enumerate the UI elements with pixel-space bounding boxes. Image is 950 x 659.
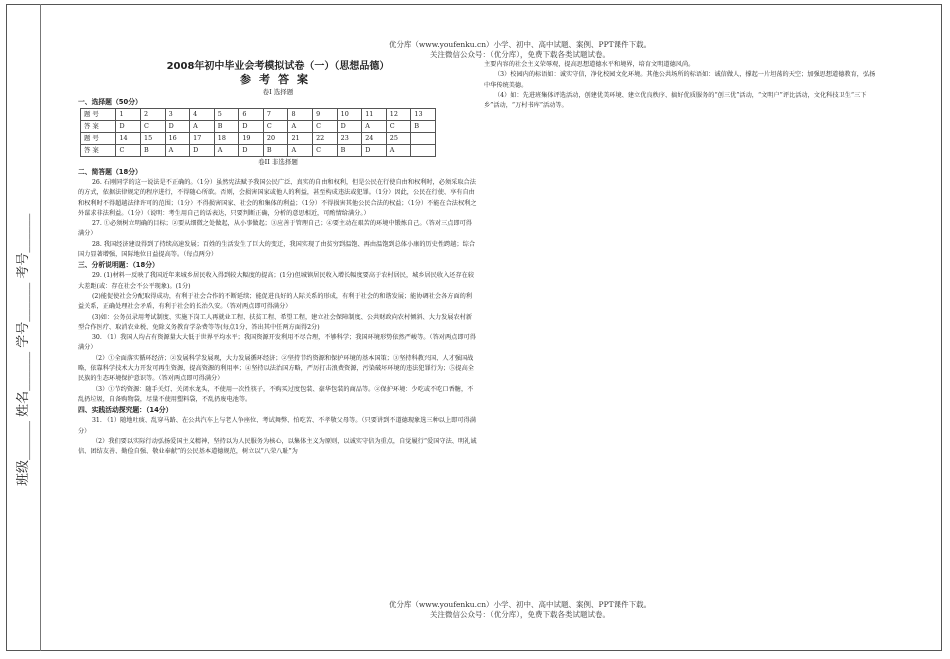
answer-table-cell: A bbox=[288, 145, 313, 157]
answer-30-1: 30. （1）我国人均占有资源量大大低于世界平均水平；我国资源开发利用不尽合理，不够科学；我国环境形势依然严峻等。（答对两点即可得满分） bbox=[78, 334, 476, 352]
answer-30-2: （2）①全面落实循环经济；②发展科学发展观，大力发展循环经济；②坚持节约资源和保护环境的基本国策；③坚持科教兴国、人才强国战略，依靠科学技术大力开发可再生资源，提高资源的利用率；④坚持以法治国方略，严厉打击浪费资源，污染破坏环境的违法犯罪行为；⑤提高全民族的生态环境保护意识等。（答对两点即可得满分） bbox=[78, 354, 474, 383]
document-title: 2008年初中毕业会考模拟试卷（一）（思想品德） bbox=[166, 61, 390, 72]
answer-table bbox=[80, 108, 436, 157]
answer-table-cell: 3 bbox=[165, 109, 190, 121]
answer-table-cell: A bbox=[362, 121, 387, 133]
watermark-bottom bbox=[330, 600, 710, 620]
answer-29-1: 29. (1)材料一反映了我国近年来城乡居民收入得到较大幅度的提高；(1分)但城镇居民收入增长幅度要高于农村居民，城乡居民收入还存在较大差距(或：存在社会不公平现象)。(1分) bbox=[78, 272, 475, 290]
answer-table-cell: 12 bbox=[386, 109, 411, 121]
answer-table-cell: A bbox=[288, 121, 313, 133]
answer-table-cell: D bbox=[116, 121, 141, 133]
answer-table-cell: 20 bbox=[263, 133, 288, 145]
answer-table-row bbox=[81, 109, 436, 121]
answer-29-3: (3)如：公务员录用考试制度、实施下岗工人再就业工程、扶贫工程、希望工程，建立社会保障制度、公共财政向农村倾斜、大力发展农村新型合作医疗、取消农业税、免除义务教育学杂费等等(每点1分，答出其中任两方面得2分) bbox=[78, 313, 473, 331]
answer-table-cell: 8 bbox=[288, 109, 313, 121]
answer-table-header-cell: 题 号 bbox=[81, 133, 116, 145]
section-practice-heading: 四、实践活动探究题：（14分） bbox=[78, 406, 173, 415]
answer-table-cell: 5 bbox=[214, 109, 239, 121]
answer-31-2: （2）我们要以实际行动弘扬爱国主义精神，坚持以为人民服务为核心，以集体主义为原则，以诚实守信为重点，自觉履行“爱国守法、明礼诚信、团结友善、勤俭自强、敬业奉献”的公民基本道德规范，树立以“八荣八耻”为 bbox=[78, 437, 477, 456]
section-analysis-heading: 三、分析说明题：（18分） bbox=[78, 261, 159, 270]
answer-31-1: 31. （1）随地吐痰、乱穿马路、在公共汽车上与老人争座位、考试舞弊、怕吃苦、不孝敬父母等。（只要讲到不道德现象选三种以上即可得满分） bbox=[78, 417, 476, 435]
left-column bbox=[78, 60, 478, 457]
answer-table-cell: 16 bbox=[165, 133, 190, 145]
answer-26: 26. 石刚同学的这一说法是不正确的。（1分）虽然宪法赋予我国公民广泛、真实的自由和权利，但是公民在行使自由和权利时，必须采取合法的方式，依据法律规定的程序进行，不得随心所欲。否则，会损害国家或他人的利益，甚至构成违法或犯罪。（1分）因此，公民在行使、享有自由和权利时不得超越法律许可的范围；（1分）不得损害国家、社会的和集体的利益；（1分）不得损害其他公民合法的权益；（1分）不能在合法权利之外谋求非法利益。（1分）（说明：考生用自己的话表达，只要判断正确，分析的意思相近，可酌情给满分。） bbox=[78, 179, 477, 217]
answer-31-4: （4）如：先进班集体评选活动，创建优美环境、建立优良秩序、搞好优质服务的“创三优”活动，“文明户”评比活动，文化科技卫生“三下乡”活动，“万村书库”活动等。 bbox=[484, 91, 867, 110]
answer-table-cell: 4 bbox=[190, 109, 215, 121]
answer-table-header-cell: 答 案 bbox=[81, 121, 116, 133]
answer-table-cell: 9 bbox=[313, 109, 338, 121]
answer-31-2-cont: 主要内容的社会主义荣辱观，提高思想道德水平和境界，培育文明道德风尚。 bbox=[484, 61, 695, 68]
answer-table-header-cell: 答 案 bbox=[81, 145, 116, 157]
answer-table-row bbox=[81, 133, 436, 145]
part-one-label: 卷I 选择题 bbox=[262, 88, 294, 96]
answer-table-cell: D bbox=[337, 121, 362, 133]
answer-table-cell: 19 bbox=[239, 133, 264, 145]
answer-table-cell: C bbox=[313, 145, 338, 157]
answer-table-cell: 21 bbox=[288, 133, 313, 145]
answer-table-cell: D bbox=[362, 145, 387, 157]
answer-table-cell: B bbox=[263, 145, 288, 157]
answer-27: 27. ①必须树立明确的目标；②要从细微之处做起，从小事做起；③应善于管理自己；④要主动在艰苦的环境中锻炼自己。（答对三点即可得满分） bbox=[78, 220, 472, 238]
answer-31-3: （3）校园内的标语如：诚实守信，净化校园文化环境。其他公共场所的标语如：诚信做人，撑起一片坦荡的天空；加强思想道德教育，弘扬中华传统美德。 bbox=[484, 71, 876, 89]
answer-table-cell: A bbox=[165, 145, 190, 157]
answer-table-cell: C bbox=[116, 145, 141, 157]
answer-table-cell: C bbox=[386, 121, 411, 133]
answer-table-cell: 22 bbox=[313, 133, 338, 145]
answer-table-cell: C bbox=[263, 121, 288, 133]
part-two-label: 卷II 非选择题 bbox=[258, 158, 298, 166]
section-short-answer-heading: 二、简答题（18分） bbox=[78, 168, 142, 176]
answer-table-cell bbox=[411, 133, 436, 145]
student-info-label: 班级______ 姓名______ 学号______ 考号______ bbox=[16, 213, 31, 486]
watermark-line1: 优分库（www.youfenku.cn）小学、初中、高中试题、案例、PPT课件下载。 bbox=[388, 600, 652, 609]
answer-table-cell: B bbox=[214, 121, 239, 133]
answer-table-cell: 1 bbox=[116, 109, 141, 121]
answer-table-cell: 10 bbox=[337, 109, 362, 121]
watermark-line1: 优分库（www.youfenku.cn）小学、初中、高中试题、案例、PPT课件下载。 bbox=[388, 40, 652, 49]
answer-table-cell: 23 bbox=[337, 133, 362, 145]
answer-table-cell: A bbox=[214, 145, 239, 157]
student-info-strip bbox=[8, 213, 38, 490]
answer-table-cell: D bbox=[165, 121, 190, 133]
answer-table-cell: C bbox=[313, 121, 338, 133]
answer-table-cell: 7 bbox=[263, 109, 288, 121]
answer-table-cell: B bbox=[337, 145, 362, 157]
answer-table-row bbox=[81, 121, 436, 133]
answer-table-cell: D bbox=[239, 145, 264, 157]
answer-30-3: （3）①节约资源：随手关灯、关闭水龙头，不使用一次性筷子，不购买过度包装、豪华包装的商品等。②保护环境：少吃或不吃口香糖，不乱扔垃圾，自备购物袋，尽量不使用塑料袋，不乱扔废电池等。 bbox=[78, 385, 474, 403]
answer-table-cell: 15 bbox=[141, 133, 166, 145]
right-column bbox=[484, 60, 880, 111]
answer-table-cell: 14 bbox=[116, 133, 141, 145]
answer-table-cell: 6 bbox=[239, 109, 264, 121]
answer-table-cell: A bbox=[190, 121, 215, 133]
answer-table-cell: 18 bbox=[214, 133, 239, 145]
answer-table-cell: D bbox=[190, 145, 215, 157]
answer-table-cell: B bbox=[141, 145, 166, 157]
answer-table-cell: 17 bbox=[190, 133, 215, 145]
answer-table-row bbox=[81, 145, 436, 157]
watermark-top bbox=[330, 40, 710, 60]
answer-table-cell: 25 bbox=[386, 133, 411, 145]
binding-line bbox=[40, 4, 41, 651]
answer-table-cell: 11 bbox=[362, 109, 387, 121]
answer-29-2: (2)能促使社会分配取得成功，有利于社会合作的不断延续；能促进良好的人际关系的形成，有利于社会的和谐发展；能协调社会各方面的利益关系，正确处理社会矛盾，有利于社会的长治久安。（答对两点即可得满分） bbox=[78, 292, 473, 311]
answer-table-header-cell: 题 号 bbox=[81, 109, 116, 121]
answer-table-cell: C bbox=[141, 121, 166, 133]
answer-table-cell: D bbox=[239, 121, 264, 133]
document-subtitle: 参考答案 bbox=[240, 73, 316, 86]
watermark-line2: 关注微信公众号：（优分库），免费下载各类试题试卷。 bbox=[430, 50, 610, 59]
watermark-line2: 关注微信公众号：（优分库），免费下载各类试题试卷。 bbox=[430, 610, 610, 619]
answer-28: 28. 我国经济建设得到了持续高速发展；百姓的生活发生了巨大的变迁，我国实现了由贫穷到温饱、再由温饱到总体小康的历史性跨越；综合国力显著增强，国际地位日益提高等。（每点两分） bbox=[78, 240, 476, 259]
answer-table-cell bbox=[411, 145, 436, 157]
section-choice-heading: 一、选择题（50分） bbox=[78, 98, 142, 106]
answer-table-cell: 13 bbox=[411, 109, 436, 121]
answer-table-cell: B bbox=[411, 121, 436, 133]
answer-table-cell: 2 bbox=[141, 109, 166, 121]
answer-table-cell: A bbox=[386, 145, 411, 157]
answer-table-cell: 24 bbox=[362, 133, 387, 145]
